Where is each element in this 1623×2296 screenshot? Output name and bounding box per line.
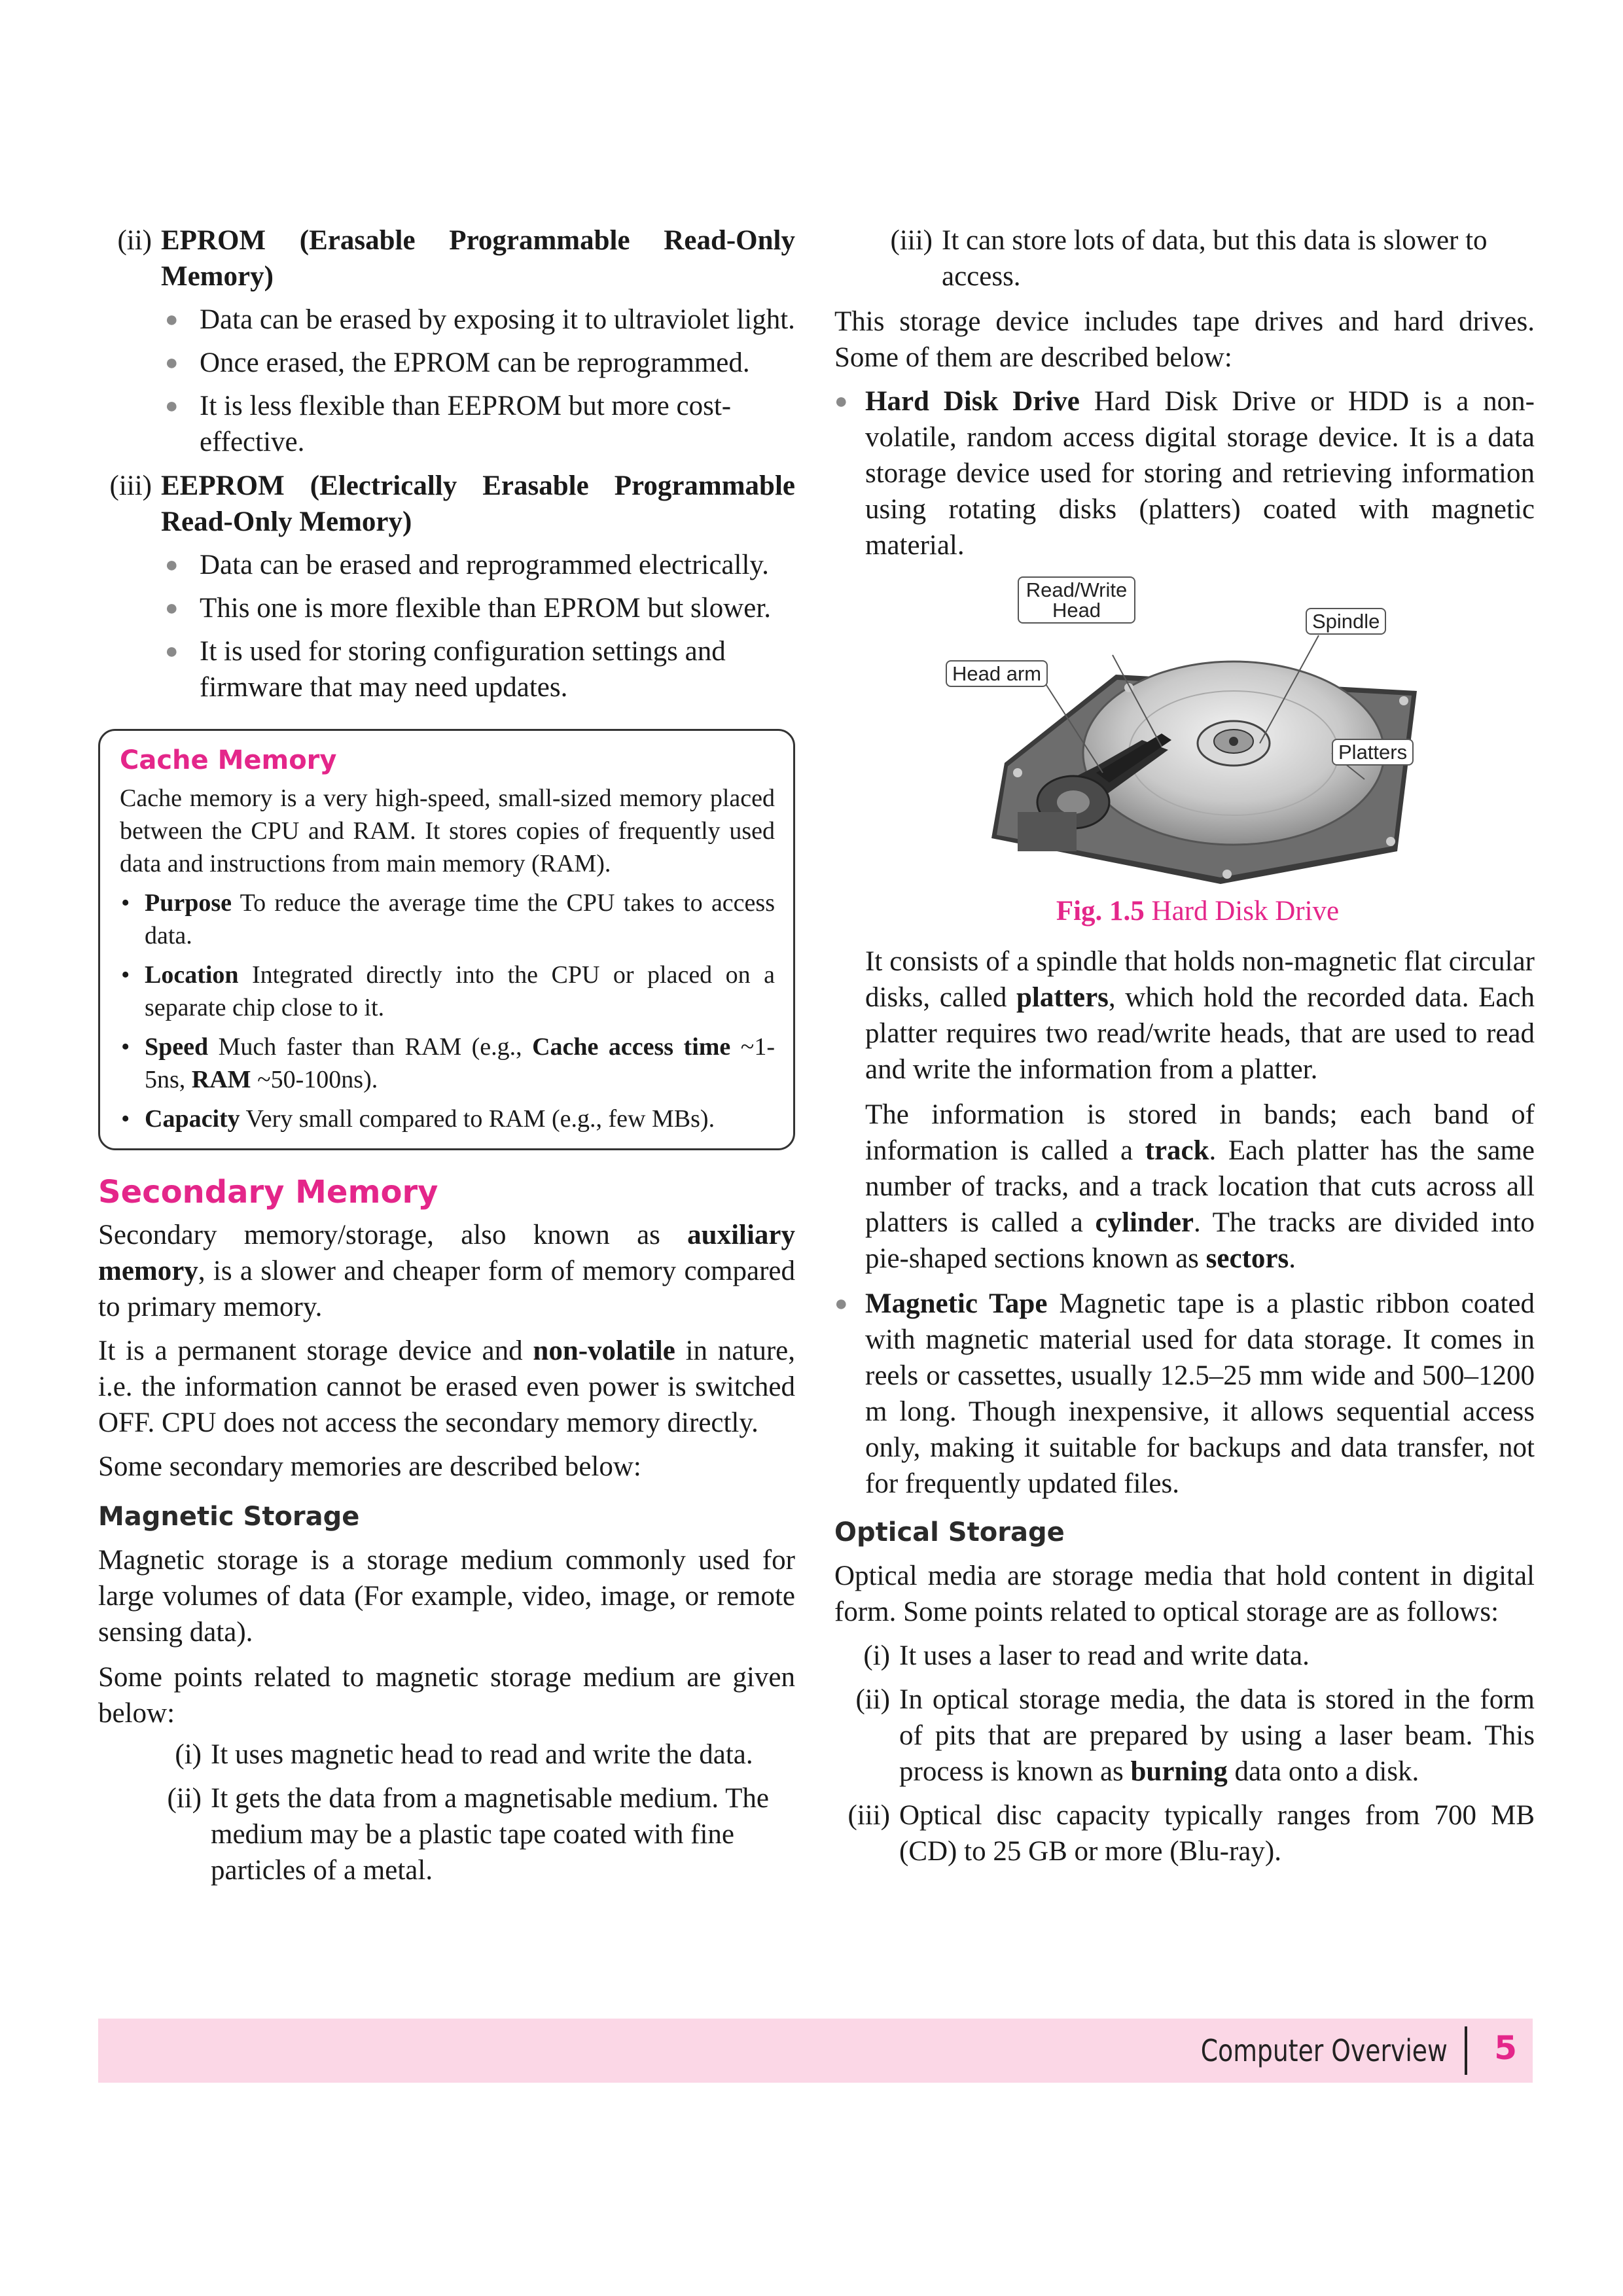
eeprom-bullets xyxy=(98,547,795,705)
figure-caption xyxy=(834,893,1535,929)
list-item: ● It is used for storing configuration settings and firmware that may need updates. xyxy=(98,633,795,705)
hdd-p2: The information is stored in bands; each band of information is called a track. Each platter has the same number of tracks, and a track location that cuts across all platters is called a cylinder. The tracks are divided into pie-shaped sections known as sectors. xyxy=(865,1099,1535,1274)
list-item: ● It is less flexible than EEPROM but more cost-effective. xyxy=(98,388,795,460)
bullet-icon: ● xyxy=(165,308,179,332)
eeprom-title: EEPROM (Electrically Erasable Programmable Read-Only Memory) xyxy=(161,470,795,537)
eprom-title: EPROM (Erasable Programmable Read-Only Memory) xyxy=(161,225,795,292)
list-number: (iii) xyxy=(109,470,152,501)
page-footer xyxy=(98,2019,1533,2083)
bullet-icon: ● xyxy=(165,553,179,577)
cache-memory-title: Cache Memory xyxy=(120,745,337,775)
cache-speed: • Speed Much faster than RAM (e.g., Cache access time ~1-5ns, RAM ~50-100ns). xyxy=(120,1031,775,1096)
bullet-icon: ● xyxy=(165,394,179,418)
cache-purpose: • Purpose To reduce the average time the CPU takes to access data. xyxy=(120,887,775,952)
optical-item-2: (ii) In optical storage media, the data is stored in the form of pits that are prepared by using a laser beam. This process is known as burning data onto a disk. xyxy=(855,1684,1535,1787)
cache-memory-box xyxy=(98,729,795,1150)
hdd-p1: It consists of a spindle that holds non-magnetic flat circular disks, called platters, which hold the recorded data. Each platter requires two read/write heads, that are used to read and write the information from a platter. xyxy=(865,946,1535,1085)
callout-head-arm: Head arm xyxy=(946,660,1048,687)
magnetic-storage-title: Magnetic Storage xyxy=(98,1502,360,1532)
list-item: ● Data can be erased and reprogrammed electrically. xyxy=(98,547,795,583)
bullet-icon: ● xyxy=(165,351,179,375)
storage-intro: This storage device includes tape drives and hard drives. Some of them are described below: xyxy=(834,306,1535,373)
right-column xyxy=(834,222,1535,1869)
secondary-p1: Secondary memory/storage, also known as auxiliary memory, is a slower and cheaper form of memory compared to primary memory. xyxy=(98,1220,796,1322)
page-number: 5 xyxy=(1494,2029,1517,2067)
list-number: (ii) xyxy=(117,225,152,256)
optical-p1: Optical media are storage media that hold content in digital form. Some points related to optical storage are as follows: xyxy=(834,1561,1535,1627)
magnetic-p1: Magnetic storage is a storage medium commonly used for large volumes of data (For example, video, image, or remote sensing data). xyxy=(98,1545,795,1648)
bullet-icon: • xyxy=(121,961,130,989)
figure-caption-text: Hard Disk Drive xyxy=(1151,896,1340,927)
secondary-memory-title: Secondary Memory xyxy=(98,1174,438,1210)
cache-location: • Location Integrated directly into the CPU or placed on a separate chip close to it. xyxy=(120,959,775,1024)
bullet-icon: • xyxy=(121,1033,130,1061)
cache-capacity: • Capacity Very small compared to RAM (e.g., few MBs). xyxy=(120,1103,775,1135)
bullet-icon: ● xyxy=(165,639,179,663)
eprom-heading xyxy=(98,222,795,294)
eprom-bullets xyxy=(98,302,795,460)
hard-disk-figure xyxy=(946,576,1456,884)
bullet-icon: ● xyxy=(834,1292,848,1316)
optical-item-3: (iii) Optical disc capacity typically ranges from 700 MB (CD) to 25 GB or more (Blu-ray). xyxy=(847,1800,1535,1867)
storage-item-3: (iii) It can store lots of data, but this data is slower to access. xyxy=(890,225,1488,292)
secondary-p2: It is a permanent storage device and non-volatile in nature, i.e. the information cannot be erased even power is switched OFF. CPU does not access the secondary memory directly. xyxy=(98,1335,796,1438)
callout-spindle: Spindle xyxy=(1306,608,1386,635)
bullet-icon: • xyxy=(121,889,130,917)
bullet-icon: ● xyxy=(165,596,179,620)
eeprom-heading xyxy=(98,468,795,540)
left-column xyxy=(98,222,795,1888)
optical-item-1: (i) It uses a laser to read and write data. xyxy=(863,1640,1310,1671)
tape-bullet: ● Magnetic Tape Magnetic tape is a plastic ribbon coated with magnetic material used for data storage. It comes in reels or cassettes, usually 12.5–25 mm wide and 500–1200 m long. Though inexpensive, it allows sequential access only, making it suitable for backups and data transfer, not for frequently updated files. xyxy=(834,1286,1535,1502)
bullet-icon: ● xyxy=(834,389,848,414)
secondary-p3: Some secondary memories are described below: xyxy=(98,1451,641,1482)
magnetic-item-2: (ii) It gets the data from a magnetisable medium. The medium may be a plastic tape coated with fine particles of a metal. xyxy=(167,1783,769,1886)
optical-storage-title: Optical Storage xyxy=(834,1517,1065,1547)
list-item: ● This one is more flexible than EPROM but slower. xyxy=(98,590,795,626)
figure-caption-label: Fig. 1.5 xyxy=(1056,896,1145,927)
bullet-icon: • xyxy=(121,1105,130,1133)
footer-title: Computer Overview xyxy=(1200,2033,1448,2068)
callout-read-write-head: Read/Write Head xyxy=(1018,576,1135,624)
magnetic-p2: Some points related to magnetic storage medium are given below: xyxy=(98,1662,795,1729)
footer-divider xyxy=(1465,2026,1467,2075)
hdd-bullet: ● Hard Disk Drive Hard Disk Drive or HDD is a non-volatile, random access digital storage device. It is a data storage device used for storing and retrieving information using rotating disks (platters) coated with magnetic material. xyxy=(834,383,1535,563)
cache-memory-text: Cache memory is a very high-speed, small-sized memory placed between the CPU and RAM. It stores copies of frequently used data and instructions from main memory (RAM). xyxy=(120,785,775,877)
list-item: ● Data can be erased by exposing it to ultraviolet light. xyxy=(98,302,795,338)
magnetic-item-1: (i) It uses magnetic head to read and write the data. xyxy=(175,1739,753,1770)
list-item: ● Once erased, the EPROM can be reprogrammed. xyxy=(98,345,795,381)
callout-platters: Platters xyxy=(1332,739,1414,766)
